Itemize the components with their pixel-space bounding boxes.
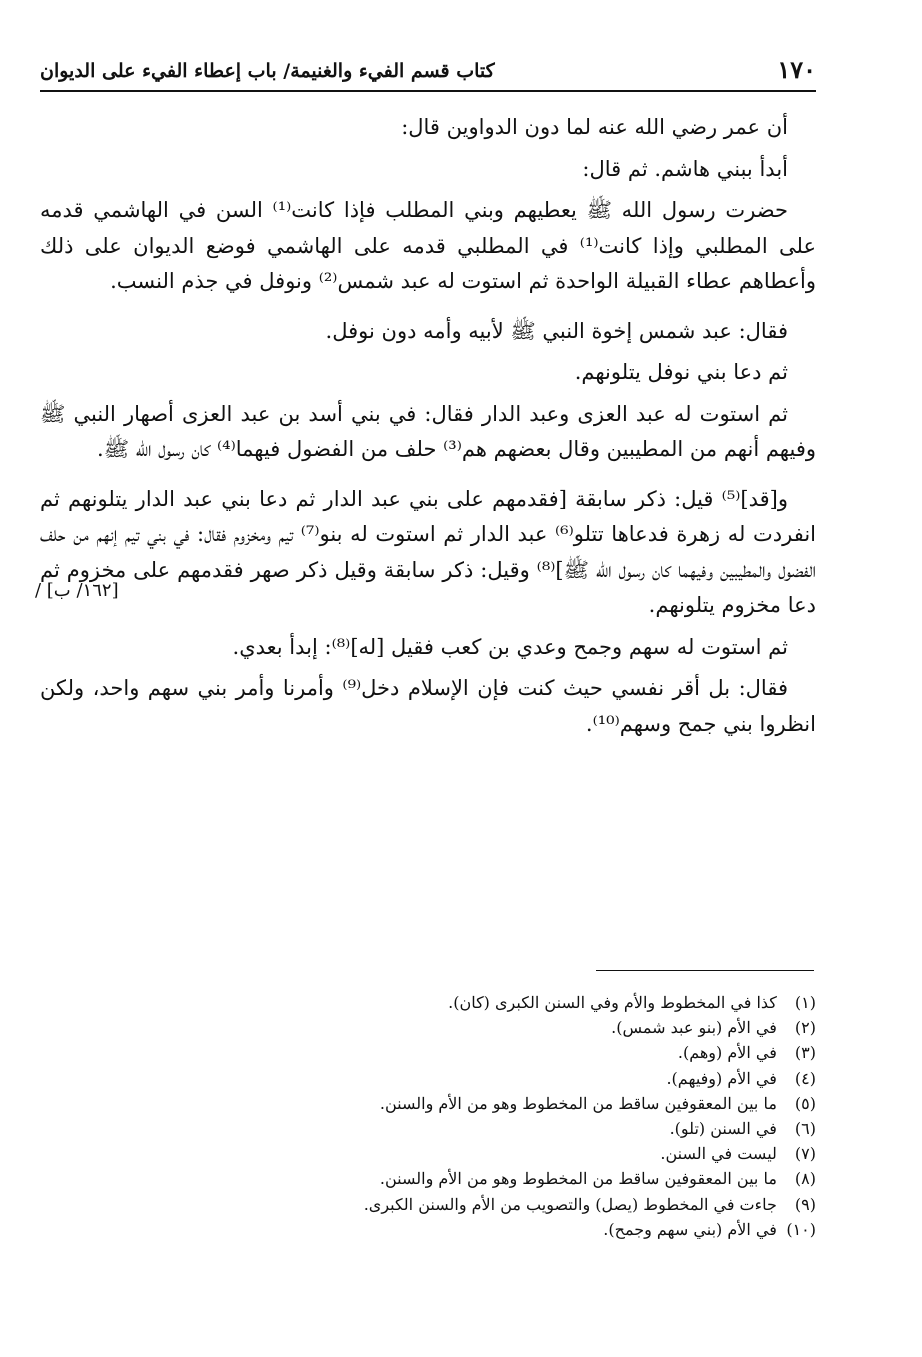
manuscript-folio-marker: [١٦٢/ ب] / bbox=[35, 580, 119, 601]
footnote-text: في الأم (بني سهم وجمح). bbox=[603, 1219, 777, 1239]
footnote-text: ليست في السنن. bbox=[660, 1144, 777, 1164]
footnote-text: كذا في المخطوط والأم وفي السنن الكبرى (كان). bbox=[448, 993, 777, 1012]
page-header bbox=[40, 46, 816, 92]
footnote-text: جاءت في المخطوط (يصل) والتصويب من الأم والسنن الكبرى. bbox=[363, 1194, 777, 1214]
footnote bbox=[136, 1040, 816, 1065]
footnote-number: ( ١٠ ) bbox=[782, 1217, 816, 1242]
footnote-text: ما بين المعقوفين ساقط من المخطوط وهو من الأم والسنن. bbox=[379, 1169, 777, 1189]
footnote-number: ( ٥ ) bbox=[782, 1091, 816, 1116]
footnote-number: ( ٣ ) bbox=[782, 1040, 816, 1065]
footnote bbox=[136, 1015, 816, 1040]
footnote bbox=[136, 1066, 816, 1091]
paragraph-9: فقال: بل أقر نفسي حيث كنت فإن الإسلام دخل⁽⁹⁾ وأمرنا وأمر بني سهم واحد، ولكن انظروا بني جمح وسهم⁽¹⁰⁾. bbox=[40, 676, 816, 736]
footnote-number: ( ٩ ) bbox=[782, 1192, 816, 1217]
footnote bbox=[136, 1116, 816, 1141]
paragraph-1: أن عمر رضي الله عنه لما دون الدواوين قال: bbox=[401, 115, 788, 139]
footnote-number: ( ٤ ) bbox=[782, 1066, 816, 1091]
footnote-text: في الأم (وفيهم). bbox=[666, 1068, 777, 1088]
footnote-number: ( ١ ) bbox=[782, 990, 816, 1015]
main-text bbox=[40, 110, 816, 756]
footnote-number: ( ٦ ) bbox=[782, 1116, 816, 1141]
paragraph-6: ثم استوت له عبد العزى وعبد الدار فقال: في بني أسد بن عبد العزى أصهار النبي ﷺ وفيهم أنهم من المطيبين وقال بعضهم هم⁽³⁾ حلف من الفضول فيهما⁽⁴⁾ كان رسول الله ﷺ. bbox=[40, 401, 816, 461]
footnote-number: ( ٢ ) bbox=[782, 1015, 816, 1040]
footnote-text: في الأم (وهم). bbox=[677, 1043, 777, 1063]
footnote-text: في الأم (بنو عبد شمس). bbox=[611, 1018, 777, 1038]
footnote-separator bbox=[596, 970, 814, 971]
footnotes-list bbox=[136, 990, 816, 1242]
footnote bbox=[136, 990, 816, 1015]
paragraph-5: ثم دعا بني نوفل يتلونهم. bbox=[574, 360, 788, 384]
paragraph-8: ثم استوت له سهم وجمح وعدي بن كعب فقيل [له]⁽⁸⁾: إبدأ بعدي. bbox=[232, 634, 788, 659]
footnote bbox=[136, 1166, 816, 1191]
footnote-text: ما بين المعقوفين ساقط من المخطوط وهو من الأم والسنن. bbox=[379, 1093, 777, 1113]
footnote bbox=[136, 1192, 816, 1217]
footnote-number: ( ٨ ) bbox=[782, 1166, 816, 1191]
paragraph-3: حضرت رسول الله ﷺ يعطيهم وبني المطلب فإذا كانت⁽¹⁾ السن في الهاشمي قدمه على المطلبي وإذا كانت⁽¹⁾ في المطلبي قدمه على الهاشمي فوضع الديوان على ذلك وأعطاهم عطاء القبيلة الواحدة ثم استوت له عبد شمس⁽²⁾ ونوفل في جذم النسب. bbox=[40, 198, 817, 293]
page-number: ١٧٠ bbox=[777, 55, 816, 84]
footnote-text: في السنن (تلو). bbox=[669, 1119, 777, 1139]
footnote bbox=[136, 1141, 816, 1166]
paragraph-4: فقال: عبد شمس إخوة النبي ﷺ لأبيه وأمه دون نوفل. bbox=[325, 318, 788, 343]
paragraph-2: أبدأ ببني هاشم. ثم قال: bbox=[582, 156, 788, 181]
running-title: كتاب قسم الفيء والغنيمة/ باب إعطاء الفيء على الديوان bbox=[40, 60, 495, 82]
footnote bbox=[136, 1091, 816, 1116]
paragraph-7: و[قد]⁽⁵⁾ قيل: ذكر سابقة [فقدمهم على بني عبد الدار ثم دعا بني عبد الدار يتلونهم ثم انفردت له زهرة فدعاها تتلو⁽⁶⁾ عبد الدار ثم استوت له بنو⁽⁷⁾ تيم ومخزوم فقال: في بني تيم إنهم من حلف الفضول والمطيبين وفيهما كان رسول الله ﷺ]⁽⁸⁾ وقيل: ذكر سابقة وقيل ذكر صهر فقدمهم على مخزوم ثم دعا مخزوم يتلونهم. bbox=[40, 486, 816, 617]
footnote-number: ( ٧ ) bbox=[782, 1141, 816, 1166]
footnote bbox=[136, 1217, 816, 1242]
